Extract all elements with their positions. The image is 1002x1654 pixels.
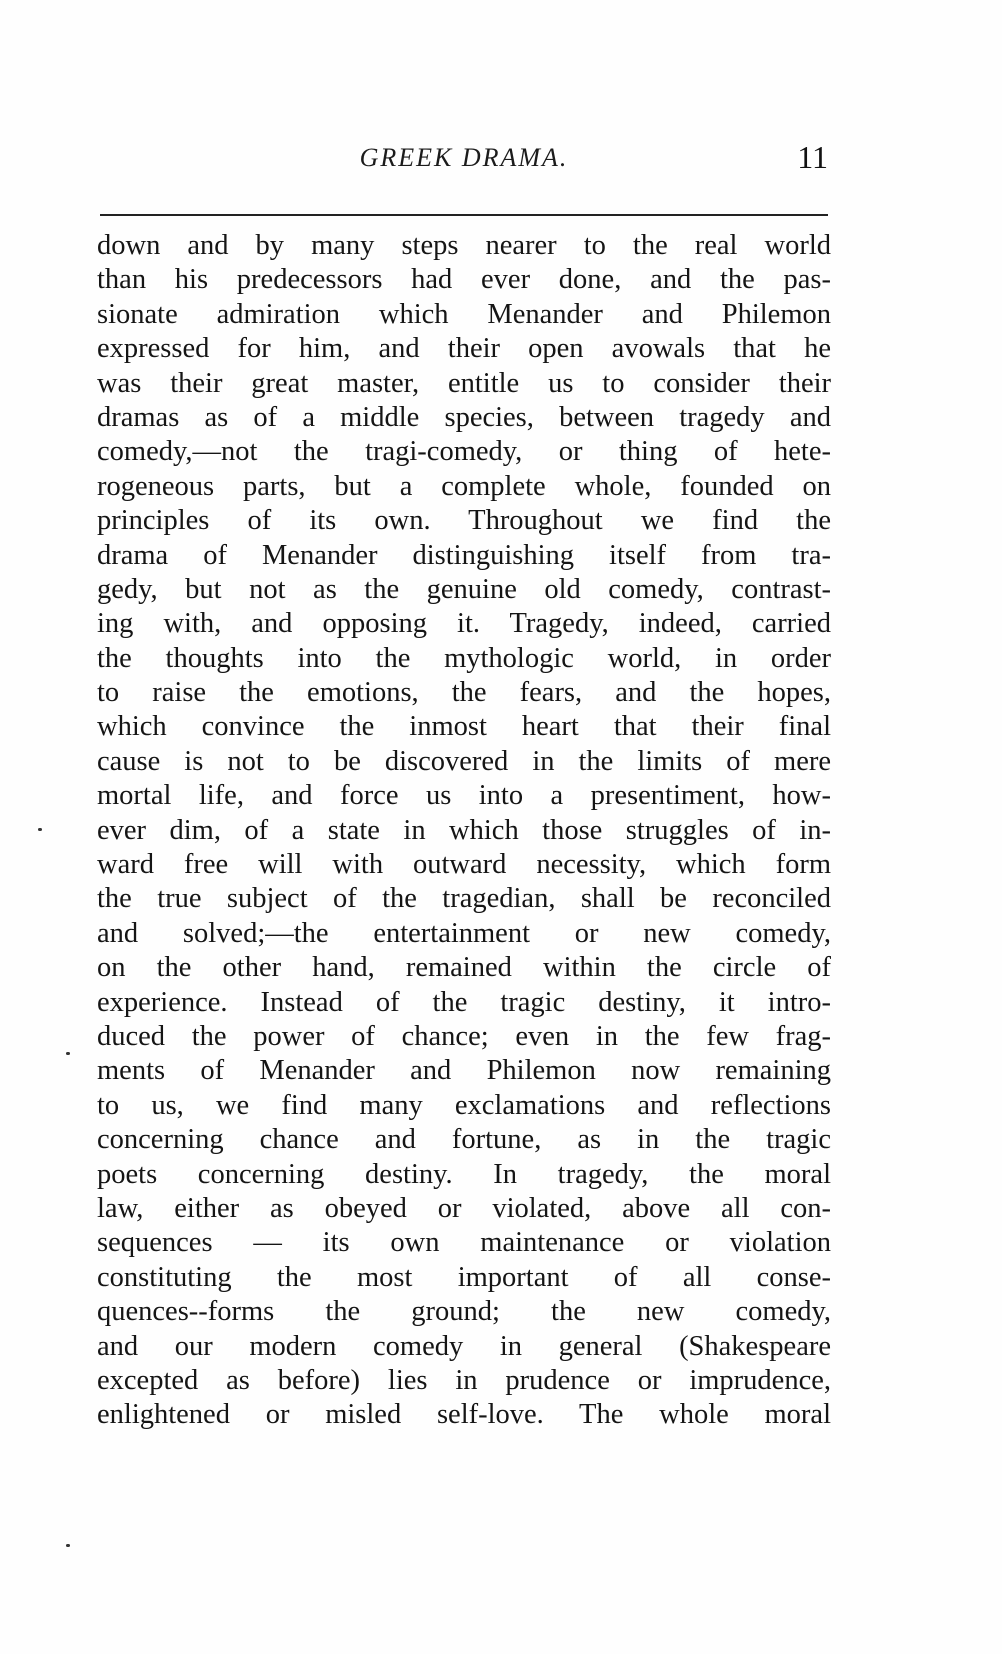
text-line: principles of its own. Throughout we find the (97, 505, 831, 537)
header-rule (100, 214, 828, 216)
text-line: excepted as before) lies in prudence or imprudence, (97, 1364, 831, 1396)
text-line: which convince the inmost heart that their final (97, 711, 831, 743)
text-line: experience. Instead of the tragic destiny, it intro- (97, 986, 831, 1018)
text-line: than his predecessors had ever done, and the pas- (97, 264, 831, 296)
text-line: constituting the most important of all conse- (97, 1261, 831, 1293)
text-line: to raise the emotions, the fears, and the hopes, (97, 677, 831, 709)
text-line: on the other hand, remained within the circle of (97, 952, 831, 984)
running-head (100, 139, 828, 187)
text-line: expressed for him, and their open avowals that he (97, 333, 831, 365)
text-line: comedy,—not the tragi-comedy, or thing of hete- (97, 436, 831, 468)
text-line: ever dim, of a state in which those struggles of in- (97, 814, 831, 846)
text-line: drama of Menander distinguishing itself from tra- (97, 539, 831, 571)
text-line: to us, we find many exclamations and reflections (97, 1089, 831, 1121)
text-line: gedy, but not as the genuine old comedy, contrast- (97, 573, 831, 605)
text-line: concerning chance and fortune, as in the tragic (97, 1124, 831, 1156)
text-line: was their great master, entitle us to consider their (97, 367, 831, 399)
text-line: mortal life, and force us into a presentiment, how- (97, 780, 831, 812)
text-line: cause is not to be discovered in the limits of mere (97, 745, 831, 777)
text-line: law, either as obeyed or violated, above all con- (97, 1192, 831, 1224)
page-number: 11 (797, 139, 828, 175)
running-title: GREEK DRAMA. (359, 143, 569, 172)
text-line: sequences — its own maintenance or violation (97, 1227, 831, 1259)
text-line: poets concerning destiny. In tragedy, the moral (97, 1158, 831, 1190)
text-line: ing with, and opposing it. Tragedy, indeed, carried (97, 608, 831, 640)
text-line: the thoughts into the mythologic world, in order (97, 642, 831, 674)
text-line: and solved;—the entertainment or new comedy, (97, 917, 831, 949)
text-line: dramas as of a middle species, between tragedy and (97, 401, 831, 433)
paper-speck (38, 828, 42, 831)
text-line: and our modern comedy in general (Shakespeare (97, 1330, 831, 1362)
text-line: quences--forms the ground; the new comedy, (97, 1296, 831, 1328)
text-line: enlightened or misled self-love. The whole moral (97, 1399, 831, 1431)
paper-speck (66, 1544, 70, 1547)
text-line: down and by many steps nearer to the real world (97, 230, 831, 261)
text-line: rogeneous parts, but a complete whole, founded on (97, 470, 831, 502)
text-line: ward free will with outward necessity, which form (97, 849, 831, 881)
text-line: duced the power of chance; even in the few frag- (97, 1020, 831, 1052)
text-line: ments of Menander and Philemon now remaining (97, 1055, 831, 1087)
paper-speck (66, 1052, 70, 1055)
text-line: the true subject of the tragedian, shall be reconciled (97, 883, 831, 915)
text-line: sionate admiration which Menander and Philemon (97, 298, 831, 330)
body-paragraph (97, 229, 831, 1433)
